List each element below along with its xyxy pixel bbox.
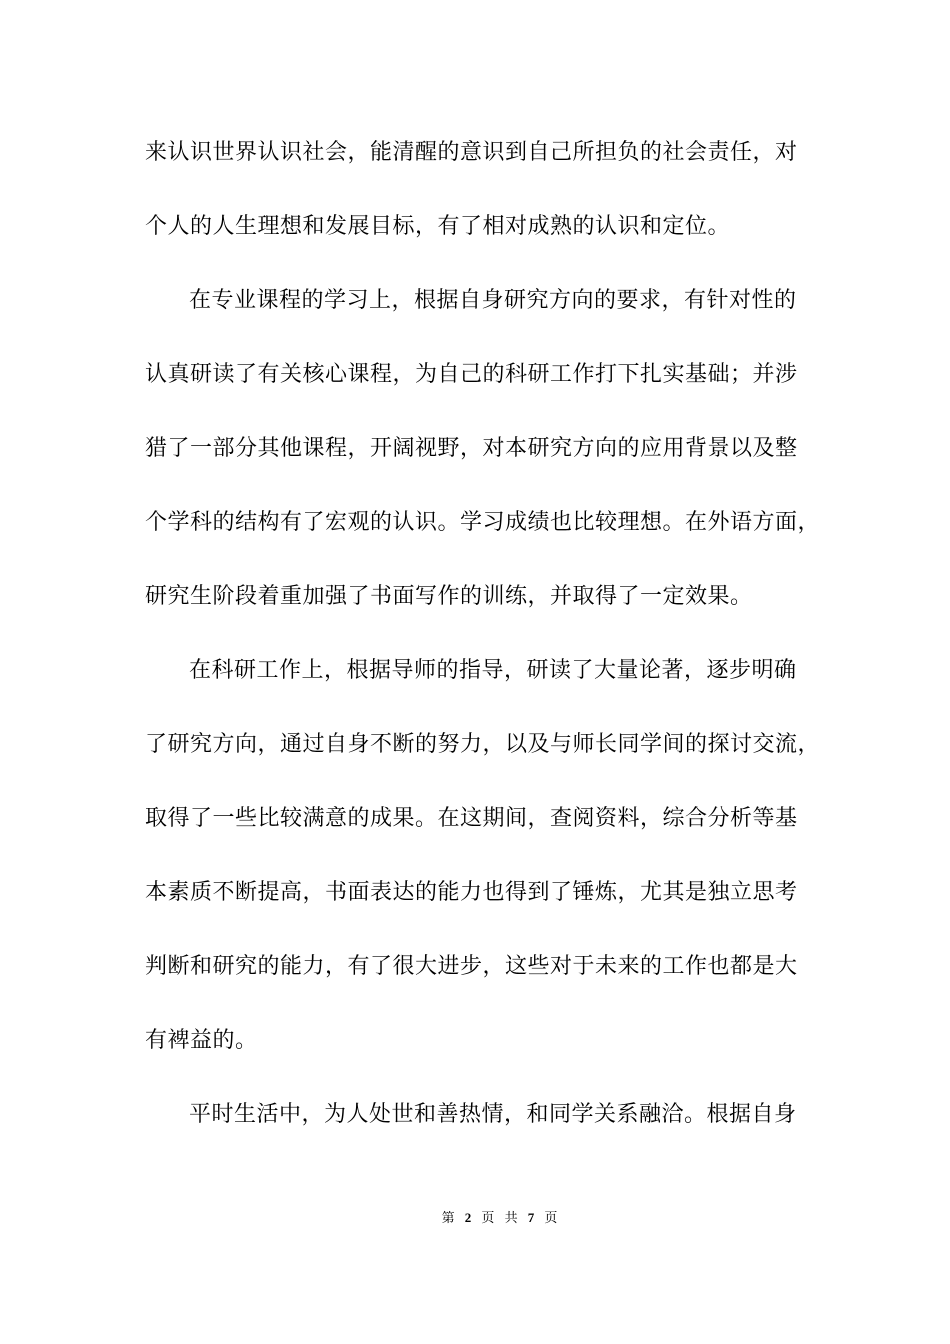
- paragraph-start-line: 在科研工作上，根据导师的指导，研读了大量论著，逐步明确: [189, 658, 797, 683]
- paragraph-start-line: 在专业课程的学习上，根据自身研究方向的要求，有针对性的: [189, 288, 797, 313]
- footer-page-word: 页: [481, 1211, 496, 1226]
- total-page-number: 7: [527, 1210, 536, 1225]
- footer-total-word: 共: [504, 1211, 519, 1226]
- text-line: 研究生阶段着重加强了书面写作的训练，并取得了一定效果。: [145, 584, 753, 609]
- text-line: 个学科的结构有了宏观的认识。学习成绩也比较理想。在外语方面，: [145, 510, 821, 535]
- text-line: 取得了一些比较满意的成果。在这期间，查阅资料，综合分析等基: [145, 806, 798, 831]
- text-line: 个人的人生理想和发展目标，有了相对成熟的认识和定位。: [145, 214, 731, 239]
- footer-prefix: 第: [441, 1211, 456, 1226]
- text-line: 猎了一部分其他课程，开阔视野，对本研究方向的应用背景以及整: [145, 436, 798, 461]
- page-footer: [0, 1207, 950, 1226]
- text-line: 认真研读了有关核心课程，为自己的科研工作打下扎实基础；并涉: [145, 362, 798, 387]
- text-line: 判断和研究的能力，有了很大进步，这些对于未来的工作也都是大: [145, 954, 798, 979]
- text-line: 有裨益的。: [145, 1028, 258, 1053]
- text-line: 了研究方向，通过自身不断的努力，以及与师长同学间的探讨交流，: [145, 732, 821, 757]
- current-page-number: 2: [464, 1210, 473, 1225]
- body-text: [145, 131, 825, 1167]
- text-line: 本素质不断提高，书面表达的能力也得到了锤炼，尤其是独立思考: [145, 880, 798, 905]
- paragraph-start-line: 平时生活中，为人处世和善热情，和同学关系融洽。根据自身: [189, 1102, 797, 1127]
- text-line: 来认识世界认识社会，能清醒的意识到自己所担负的社会责任，对: [145, 140, 798, 165]
- footer-suffix: 页: [544, 1211, 559, 1226]
